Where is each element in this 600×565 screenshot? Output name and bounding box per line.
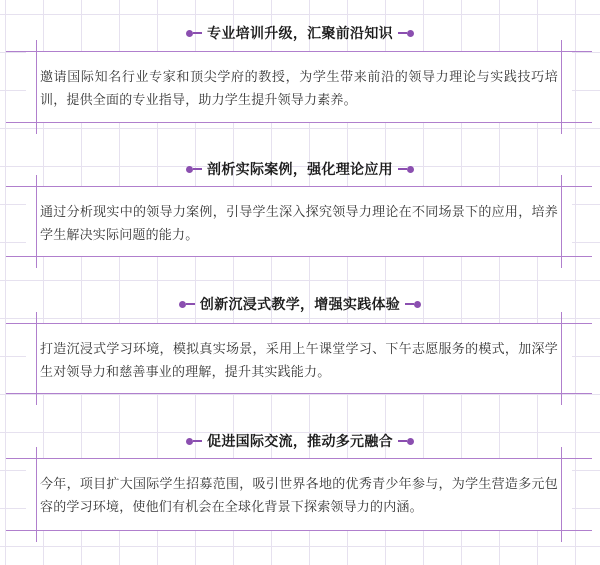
ornament-left-icon xyxy=(186,28,202,38)
section-body: 今年，项目扩大国际学生招募范围，吸引世界各地的优秀青少年参与，为学生营造多元包容的学习环境，使他们有机会在全球化背景下探索领导力的内涵。 xyxy=(40,477,558,515)
section-box xyxy=(26,186,572,257)
ornament-right-icon xyxy=(398,28,414,38)
section-heading xyxy=(0,24,600,42)
section-box xyxy=(26,323,572,394)
section-title: 专业培训升级，汇聚前沿知识 xyxy=(207,26,393,42)
section-box xyxy=(26,458,572,531)
section-heading xyxy=(0,432,600,450)
section-heading xyxy=(0,160,600,178)
ornament-left-icon xyxy=(186,164,202,174)
ornament-right-icon xyxy=(398,164,414,174)
section-body: 通过分析现实中的领导力案例，引导学生深入探究领导力理论在不同场景下的应用，培养学生解决实际问题的能力。 xyxy=(40,205,558,243)
section-title: 创新沉浸式教学，增强实践体验 xyxy=(199,297,401,313)
section-body: 打造沉浸式学习环境，模拟真实场景，采用上午课堂学习、下午志愿服务的模式，加深学生对领导力和慈善事业的理解，提升其实践能力。 xyxy=(40,342,558,380)
section-body: 邀请国际知名行业专家和顶尖学府的教授，为学生带来前沿的领导力理论与实践技巧培训，提供全面的专业指导，助力学生提升领导力素养。 xyxy=(40,70,558,108)
ornament-right-icon xyxy=(405,299,421,309)
section-title: 促进国际交流，推动多元融合 xyxy=(207,434,393,450)
ornament-left-icon xyxy=(186,436,202,446)
section-title: 剖析实际案例，强化理论应用 xyxy=(207,162,393,178)
section-heading xyxy=(0,295,600,313)
ornament-left-icon xyxy=(179,299,195,309)
section-box xyxy=(26,51,572,123)
ornament-right-icon xyxy=(398,436,414,446)
